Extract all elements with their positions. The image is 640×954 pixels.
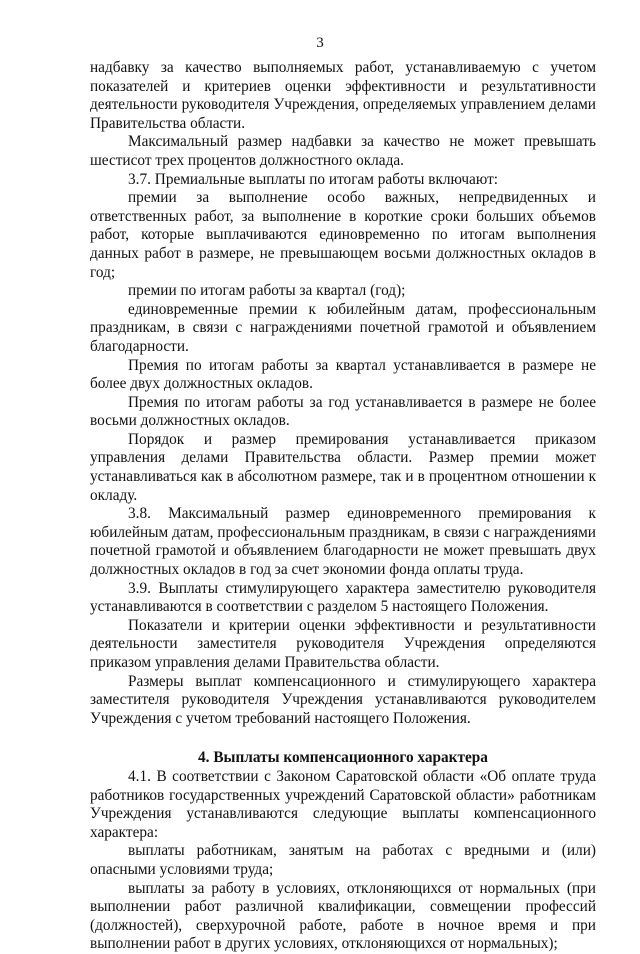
document-body: [90, 59, 596, 954]
page-number: 3: [316, 35, 324, 51]
paragraph: Премия по итогам работы за квартал устанавливается в размере не более двух должностных окладов.: [90, 356, 596, 393]
paragraph: Порядок и размер премирования устанавливается приказом управления делами Правительства области. Размер премии может устанавливаться как в абсолютном размере, так и в процентном отношении к окладу.: [90, 430, 596, 504]
paragraph: премии по итогам работы за квартал (год);: [128, 282, 406, 300]
paragraph: единовременные премии к юбилейным датам, профессиональным праздникам, в связи с награждениями почетной грамотой и объявлением благодарности.: [90, 300, 596, 355]
paragraph: Максимальный размер надбавки за качество не может превышать шестисот трех процентов должностного оклада.: [90, 133, 596, 169]
paragraph-3-7: 3.7. Премиальные выплаты по итогам работы включают:: [128, 170, 499, 188]
paragraph-4-1: 4.1. В соответствии с Законом Саратовской области «Об оплате труда работников государственных учреждений Саратовской области» работникам Учреждения устанавливаются следующие выплаты компенсационного характера:: [90, 767, 596, 841]
paragraph-continuation: надбавку за качество выполняемых работ, устанавливаемую с учетом показателей и критериев оценки эффективности и результативности деятельности руководителя Учреждения, определяемых управлением делами Правительства области.: [90, 59, 596, 132]
paragraph: Показатели и критерии оценки эффективности и результативности деятельности заместителя руководителя Учреждения определяются приказом управления делами Правительства области.: [90, 616, 596, 671]
paragraph: выплаты работникам, занятым на работах с вредными и (или) опасными условиями труда;: [90, 842, 596, 878]
paragraph-3-9: 3.9. Выплаты стимулирующего характера заместителю руководителя устанавливаются в соответствии с разделом 5 настоящего Положения.: [90, 579, 596, 616]
paragraph: премии за выполнение особо важных, непредвиденных и ответственных работ, за выполнение в короткие сроки больших объемов работ, которые выплачиваются единовременно по итогам выполнения данных работ в размере, не превышающем восьми должностных окладов в год;: [90, 189, 596, 281]
paragraph: выплаты за работу в условиях, отклоняющихся от нормальных (при выполнении работ различной квалификации, совмещении профессий (должностей), сверхурочной работе, работе в ночное время и при выполнении работ в других условиях, отклоняющихся от нормальных);: [90, 879, 596, 953]
section-heading: 4. Выплаты компенсационного характера: [198, 749, 488, 767]
paragraph: Размеры выплат компенсационного и стимулирующего характера заместителя руководителя Учреждения устанавливаются руководителем Учреждения с учетом требований настоящего Положения.: [90, 672, 596, 727]
paragraph-3-8: 3.8. Максимальный размер единовременного премирования к юбилейным датам, профессиональным праздникам, в связи с награждениями почетной грамотой и объявлением благодарности не может превышать двух должностных окладов в год за счет экономии фонда оплаты труда.: [90, 505, 596, 579]
paragraph: Премия по итогам работы за год устанавливается в размере не более восьми должностных окладов.: [90, 393, 596, 430]
